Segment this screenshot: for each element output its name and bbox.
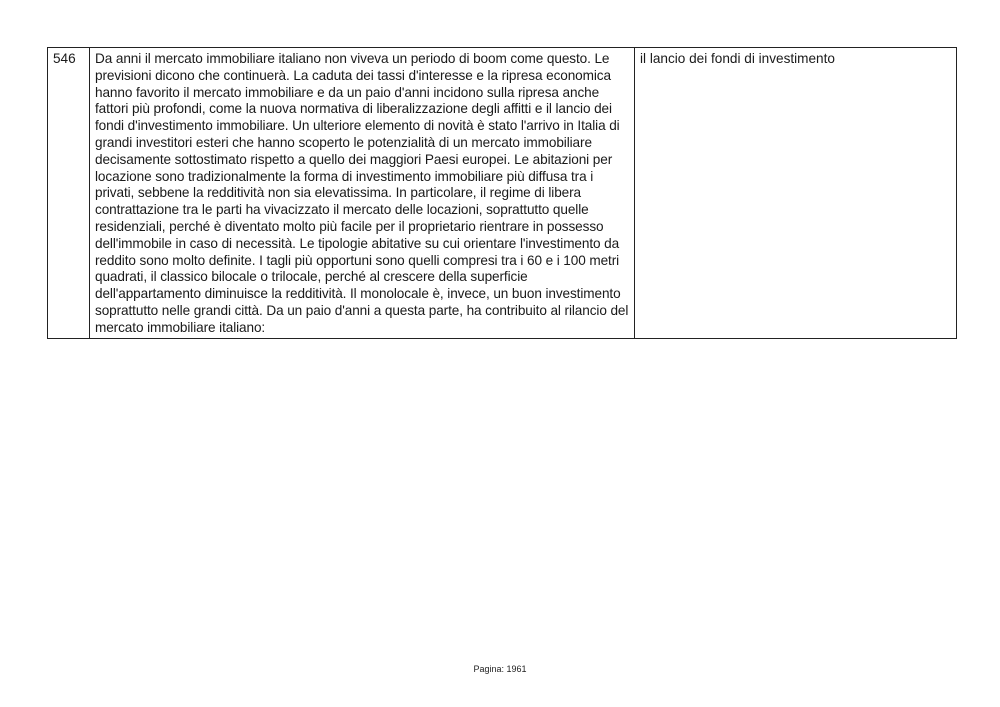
answer-text: il lancio dei fondi di investimento [640, 51, 835, 66]
answer-cell [635, 48, 957, 339]
question-number-cell [48, 48, 90, 339]
question-table [47, 47, 957, 339]
question-number: 546 [53, 51, 76, 66]
table-row [48, 48, 957, 339]
question-text: Da anni il mercato immobiliare italiano non viveva un periodo di boom come questo. Le previsioni dicono che continuerà. La caduta dei tassi d'interesse e la ripresa economica hanno favorito il mercato immobiliare e da un paio d'anni incidono sulla ripresa anche fattori più profondi, come la nuova normativa di liberalizzazione degli affitti e il lancio dei fondi d'investimento immobiliare. Un ulteriore elemento di novità è stato l'arrivo in Italia di grandi investitori esteri che hanno scoperto le potenzialità di un mercato immobiliare decisamente sottostimato rispetto a quello dei maggiori Paesi europei. Le abitazioni per locazione sono tradizionalmente la forma di investimento immobiliare più diffusa tra i privati, sebbene la redditività non sia elevatissima. In particolare, il regime di libera contrattazione tra le parti ha vivacizzato il mercato delle locazioni, soprattutto quelle residenziali, perché è diventato molto più facile per il proprietario rientrare in possesso dell'immobile in caso di necessità. Le tipologie abitative su cui orientare l'investimento da reddito sono molto definite. I tagli più opportuni sono quelli compresi tra i 60 e i 100 metri quadrati, il classico bilocale o trilocale, perché al crescere della superficie dell'appartamento diminuisce la redditività. Il monolocale è, invece, un buon investimento soprattutto nelle grandi città. Da un paio d'anni a questa parte, ha contribuito al rilancio del mercato immobiliare italiano: [95, 51, 629, 335]
page-footer [0, 664, 1000, 674]
question-text-cell [90, 48, 635, 339]
page-number-label: Pagina: 1961 [473, 664, 527, 674]
